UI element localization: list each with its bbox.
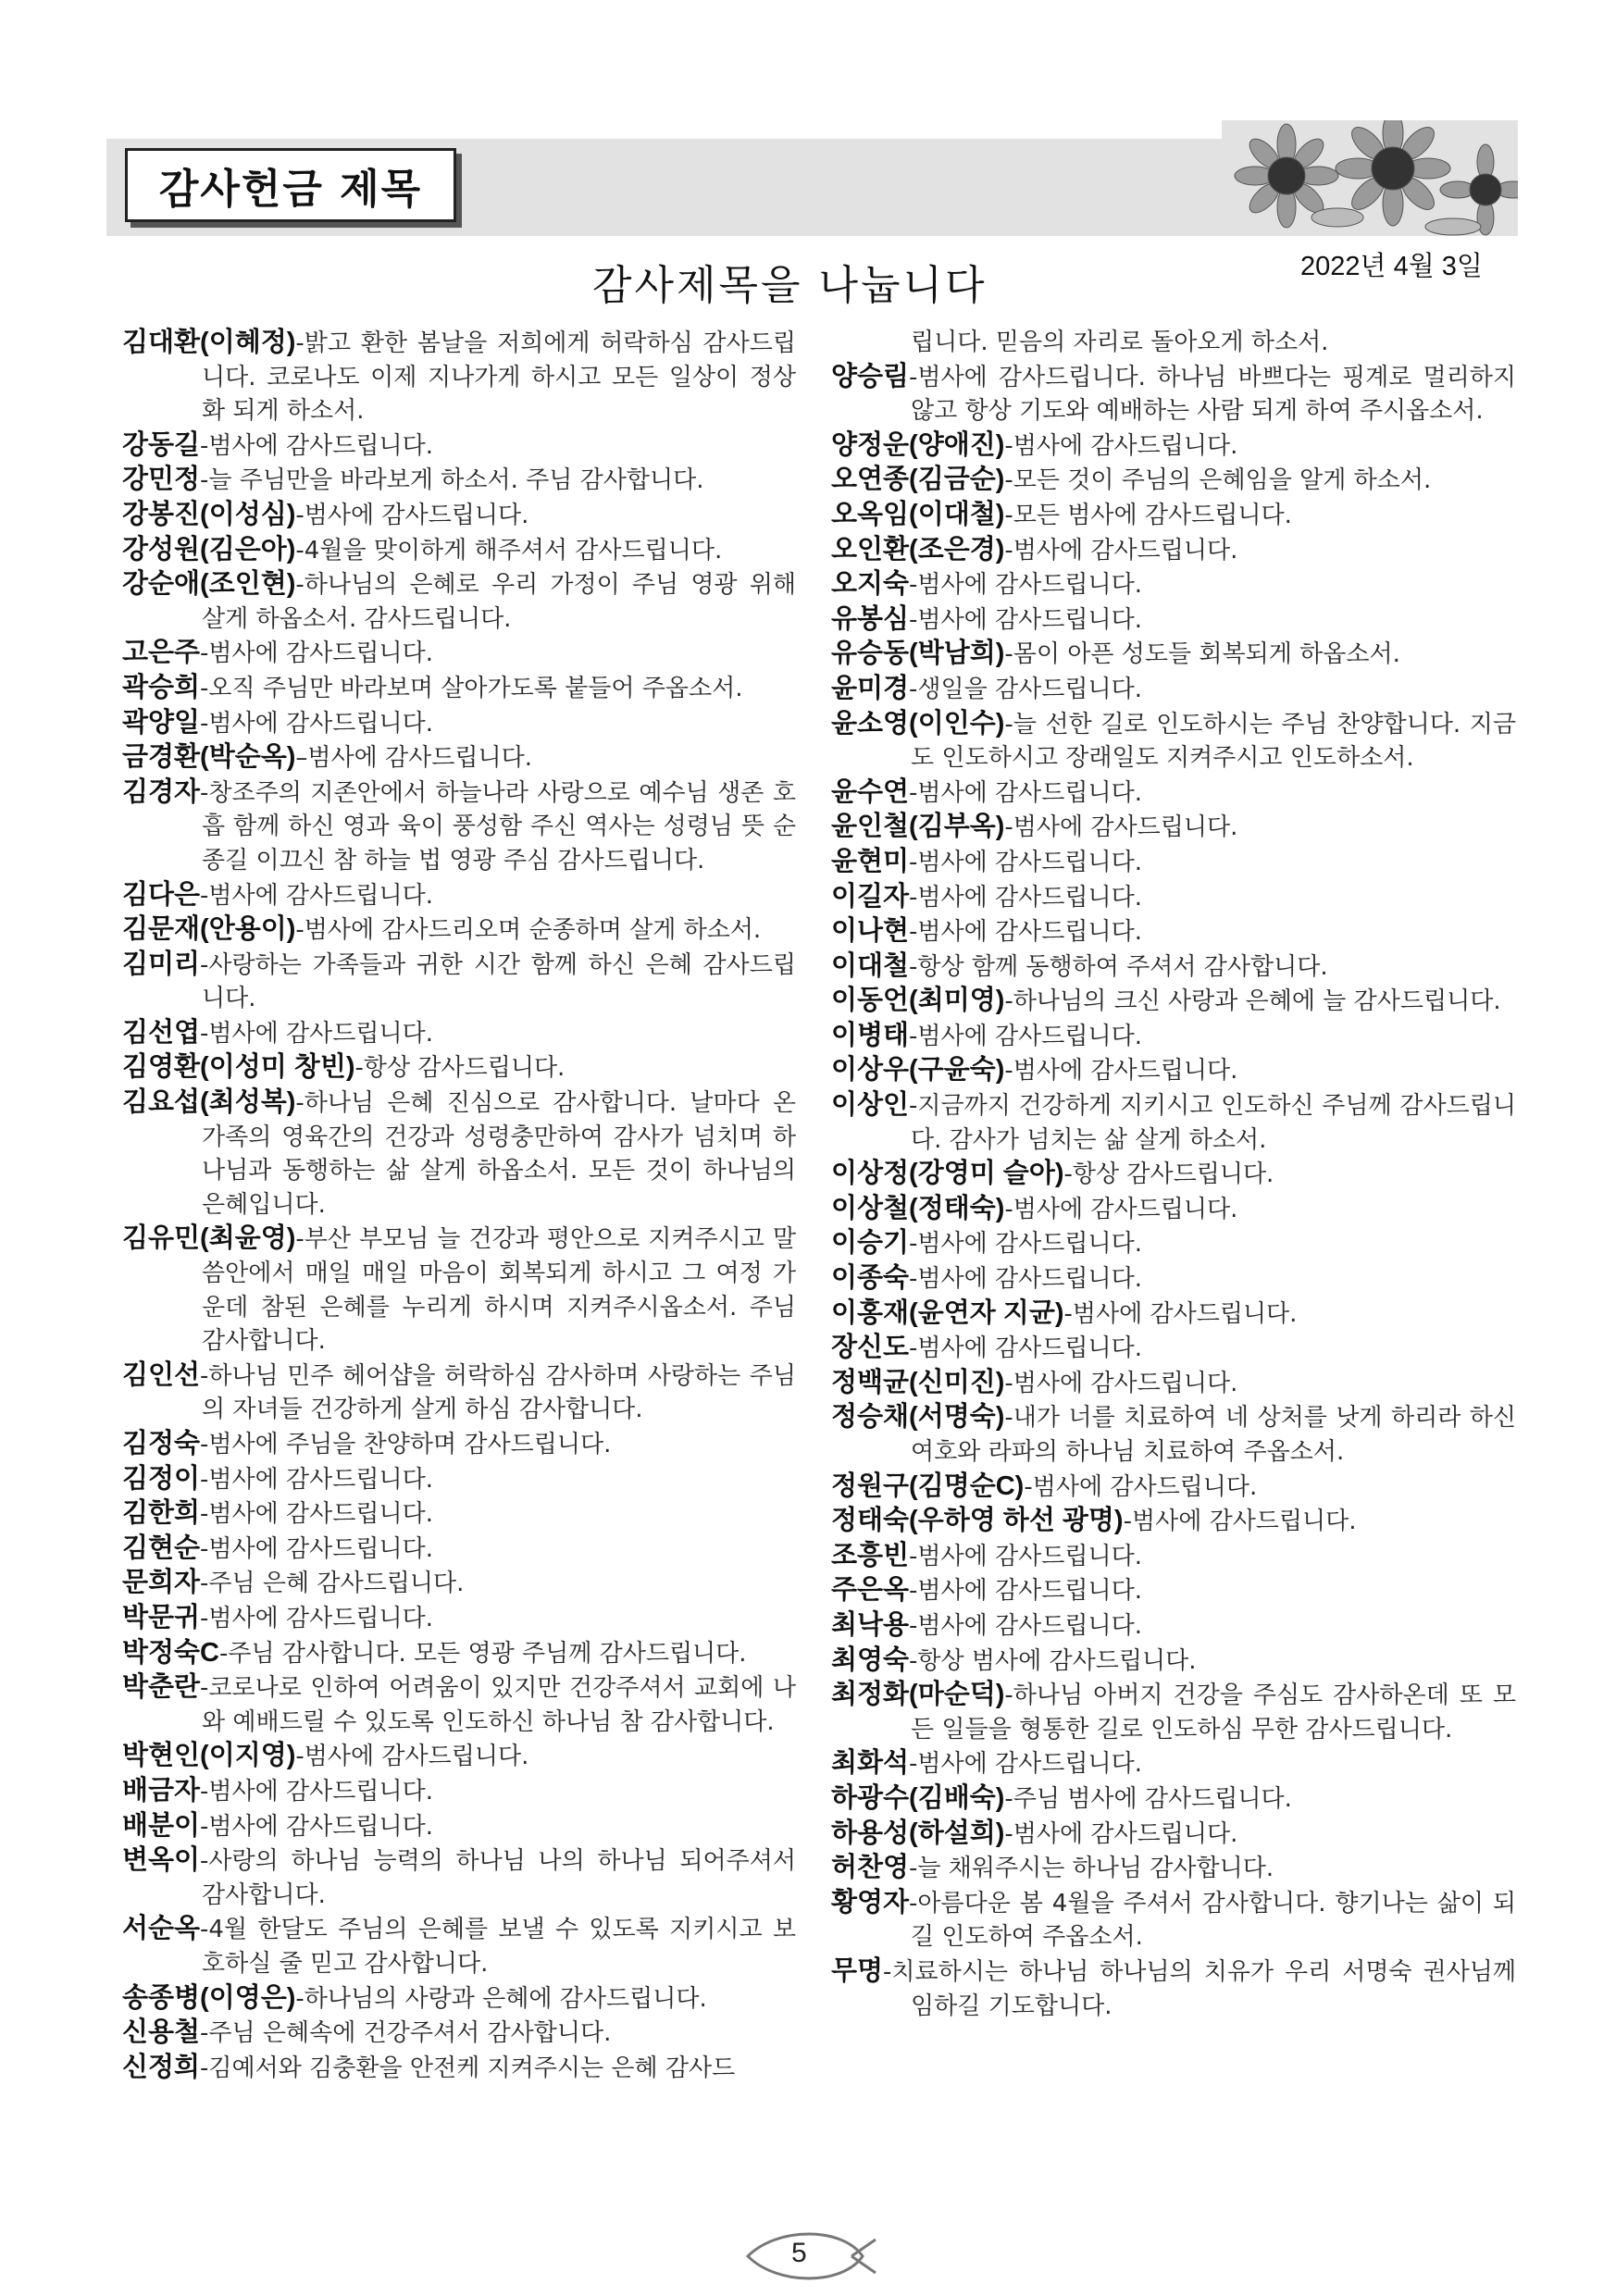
page-number: 5 xyxy=(791,2238,807,2268)
page-title-box xyxy=(125,148,456,222)
prayer-text: -치료하시는 하나님 하나님의 치유가 우리 서명숙 권사님께 임하길 기도합니다. xyxy=(883,1957,1516,2020)
donor-name: 신정희 xyxy=(122,2052,201,2082)
prayer-text: -범사에 감사드립니다. xyxy=(1004,813,1238,842)
prayer-text: -주님 은혜속에 건강주셔서 감사합니다. xyxy=(200,2019,612,2048)
prayer-text: -범사에 감사드립니다. xyxy=(909,571,1143,600)
list-item xyxy=(122,1843,796,1912)
donor-name: 최정화(마순덕) xyxy=(831,1680,1005,1710)
donor-name: 이홍재(윤연자 지균) xyxy=(831,1297,1064,1328)
donor-name: 최화석 xyxy=(831,1748,910,1779)
donor-name: 이동언(최미영) xyxy=(831,986,1005,1016)
list-item xyxy=(831,880,1516,915)
prayer-text: -범사에 감사드립니다. xyxy=(1004,1195,1238,1223)
list-item xyxy=(831,776,1516,811)
donor-name: 무명 xyxy=(831,1955,884,1986)
prayer-text: -범사에 감사드립니다. xyxy=(1004,536,1238,565)
list-item xyxy=(122,706,796,741)
donor-name: 황영자 xyxy=(831,1887,910,1917)
list-item xyxy=(831,1261,1516,1297)
issue-date: 2022년 4월 3일 xyxy=(1300,252,1483,281)
donor-name: 하광수(김배숙) xyxy=(831,1782,1005,1813)
prayer-text: -범사에 감사드립니다. xyxy=(200,1812,434,1841)
prayer-text: -하나님의 사랑과 은혜에 감사드립니다. xyxy=(295,1984,707,2013)
donor-name: 곽승희 xyxy=(122,672,201,702)
donor-name: 김미리 xyxy=(122,949,201,979)
prayer-text: -하나님 은혜 진심으로 감사합니다. 날마다 온 가족의 영육간의 건강과 성령충만하여 감사가 넘치며 하나님과 동행하는 삶 살게 하옵소서. 모든 것이 하나님의 은혜입니다. xyxy=(202,1089,796,1219)
list-item xyxy=(122,1636,796,1671)
prayer-text: -범사에 감사드립니다. xyxy=(200,1500,434,1529)
list-item xyxy=(122,1566,796,1601)
list-item xyxy=(831,1746,1516,1781)
list-item xyxy=(831,1157,1516,1192)
donor-name: 김대환(이혜정) xyxy=(122,328,296,357)
donor-name: 이나현 xyxy=(831,916,910,947)
prayer-text: -모든 범사에 감사드립니다. xyxy=(1004,501,1292,529)
prayer-text: -늘 선한 길로 인도하시는 주님 찬양합니다. 지금도 인도하시고 장래일도 지켜주시고 인도하소서. xyxy=(911,710,1516,773)
donor-name: 이상인 xyxy=(831,1090,910,1121)
donor-name: 이상철(정태숙) xyxy=(831,1193,1005,1223)
prayer-text: -범사에 감사드립니다. xyxy=(909,848,1143,876)
list-item xyxy=(122,326,796,428)
list-item xyxy=(831,1608,1516,1644)
prayer-text: -늘 주님만을 바라보게 하소서. 주님 감사합니다. xyxy=(200,466,704,495)
donor-name: 김정숙 xyxy=(122,1429,201,1458)
donor-name: 이대철 xyxy=(831,950,910,981)
donor-name: 이상정(강영미 슬아) xyxy=(831,1159,1064,1189)
donor-name: 윤소영(이인수) xyxy=(831,708,1005,738)
donor-name: 허찬영 xyxy=(831,1853,910,1883)
prayer-text: -사랑의 하나님 능력의 하나님 나의 하나님 되어주셔서 감사합니다. xyxy=(200,1847,796,1909)
list-item xyxy=(831,1053,1516,1088)
prayer-text: -항상 감사드립니다. xyxy=(354,1054,566,1083)
list-item xyxy=(831,567,1516,602)
prayer-text: -범사에 감사드립니다. xyxy=(200,1604,434,1632)
list-item xyxy=(122,2051,796,2086)
list-item xyxy=(831,1366,1516,1401)
list-item xyxy=(831,672,1516,707)
prayer-text: -모든 것이 주님의 은혜임을 알게 하소서. xyxy=(1004,466,1432,495)
donor-name: 오지숙 xyxy=(831,569,910,600)
list-item xyxy=(122,1462,796,1497)
list-item xyxy=(122,533,796,568)
list-item xyxy=(122,1086,796,1222)
prayer-text: -범사에 감사드립니다. xyxy=(909,1542,1143,1570)
prayer-text: -주님 감사합니다. 모든 영광 주님께 감사드립니다. xyxy=(219,1639,747,1668)
list-item xyxy=(122,1809,796,1844)
donor-name: 정백균(신미진) xyxy=(831,1367,1005,1397)
donor-name: 윤미경 xyxy=(831,673,910,703)
list-item xyxy=(831,637,1516,672)
donor-name: 장신도 xyxy=(831,1333,910,1363)
prayer-text: -범사에 감사드립니다. xyxy=(909,1022,1143,1050)
donor-name: 조흥빈 xyxy=(831,1540,910,1570)
list-item xyxy=(122,1532,796,1567)
prayer-text: -범사에 감사드립니다. xyxy=(200,1777,434,1806)
list-item xyxy=(122,498,796,533)
donor-name: 김문재(안용이) xyxy=(122,914,296,945)
prayer-text: 립니다. 믿음의 자리로 돌아오게 하소서. xyxy=(911,329,1329,356)
prayer-text: -하나님의 은혜로 우리 가정이 주님 영광 위해 살게 하옵소서. 감사드립니다. xyxy=(202,571,796,633)
prayer-text: -늘 채워주시는 하나님 감사합니다. xyxy=(909,1855,1274,1883)
prayer-text: -범사에 감사드립니다. xyxy=(1024,1472,1258,1501)
list-item xyxy=(831,1781,1516,1817)
donor-name: 서순옥 xyxy=(122,1914,201,1944)
prayer-text: -범사에 감사드립니다. xyxy=(909,1230,1143,1259)
list-item xyxy=(122,1222,796,1358)
list-item xyxy=(831,949,1516,985)
list-item xyxy=(831,1088,1516,1157)
prayer-text: -코로나로 인하여 어려움이 있지만 건강주셔서 교회에 나와 예배드릴 수 있도록 인도하신 하나님 참 감사합니다. xyxy=(200,1674,796,1736)
prayer-text: -범사에 감사드립니다. xyxy=(1004,1057,1238,1086)
prayer-text: -범사에 감사드립니다. xyxy=(1063,1299,1298,1328)
prayer-text: -오직 주님만 바라보며 살아가도록 붙들어 주옵소서. xyxy=(200,674,743,702)
prayer-text: -범사에 감사드립니다. xyxy=(909,883,1143,912)
list-item xyxy=(831,1192,1516,1227)
donor-name: 정태숙(우하영 하선 광명) xyxy=(831,1506,1124,1536)
prayer-text: -지금까지 건강하게 지키시고 인도하신 주님께 감사드립니다. 감사가 넘치는 삶 살게 하소서. xyxy=(909,1092,1516,1154)
list-item xyxy=(831,1504,1516,1539)
prayer-text: -범사에 감사드립니다. 하나님 바쁘다는 핑계로 멀리하지 않고 항상 기도와 예배하는 사람 되게 하여 주시옵소서. xyxy=(909,363,1516,426)
prayer-text: -범사에 감사드립니다. xyxy=(200,431,434,460)
list-item xyxy=(831,463,1516,498)
donor-name: 강성원(김은아) xyxy=(122,534,296,565)
prayer-text: -항상 범사에 감사드립니다. xyxy=(909,1646,1197,1675)
donor-name: 김다은 xyxy=(122,879,201,910)
prayer-text: -범사에 감사드립니다. xyxy=(909,605,1143,634)
list-item xyxy=(122,1739,796,1774)
list-item xyxy=(831,1470,1516,1505)
prayer-text: -범사에 감사드립니다. xyxy=(909,1334,1143,1363)
prayer-text: -4월 한달도 주님의 은혜를 보낼 수 있도록 지키시고 보호하실 줄 믿고 감사합니다. xyxy=(200,1916,796,1978)
list-item xyxy=(122,948,796,1016)
list-item xyxy=(122,567,796,636)
list-item xyxy=(122,740,796,776)
donor-name: 김요섭(최성복) xyxy=(122,1087,296,1118)
list-item xyxy=(122,671,796,706)
donor-name: 양승림 xyxy=(831,361,910,391)
list-item xyxy=(122,1912,796,1980)
donor-name: 금경환(박순옥) xyxy=(122,742,296,773)
prayer-text: -내가 너를 치료하여 네 상처를 낫게 하리라 하신 여호와 라파의 하나님 치료하여 주옵소서. xyxy=(911,1404,1516,1466)
donor-name: 이길자 xyxy=(831,881,910,912)
list-item xyxy=(831,984,1516,1019)
prayer-text: -범사에 감사드립니다. xyxy=(200,709,434,738)
donor-name: 강봉진(이성심) xyxy=(122,499,296,529)
list-item xyxy=(831,533,1516,568)
donor-name: 변옥이 xyxy=(122,1845,201,1876)
prayer-text: -범사에 감사드리오며 순종하며 살게 하소서. xyxy=(295,916,762,945)
list-item xyxy=(122,1359,796,1427)
prayer-text: -항상 감사드립니다. xyxy=(1063,1160,1274,1189)
list-item xyxy=(831,1955,1516,2023)
prayer-text: -하나님 민주 헤어샵을 허락하심 감사하며 사랑하는 주님의 자녀들 건강하게 살게 하심 감사합니다. xyxy=(200,1361,796,1424)
prayer-text: -범사에 감사드립니다. xyxy=(1004,431,1238,460)
list-item xyxy=(122,2016,796,2051)
donor-name: 유승동(박남희) xyxy=(831,639,1005,669)
prayer-text: -범사에 감사드립니다. xyxy=(909,778,1143,807)
prayer-text: -하나님 아버지 건강을 주심도 감사하온데 또 모든 일들을 형통한 길로 인도하심 무한 감사드립니다. xyxy=(911,1682,1516,1744)
section-subtitle: 감사제목을 나눕니다 xyxy=(592,262,988,309)
list-item xyxy=(831,602,1516,638)
donor-name: 박현인(이지영) xyxy=(122,1741,296,1771)
prayer-text: -김예서와 김충환을 안전케 지켜주시는 은혜 감사드 xyxy=(200,2054,736,2082)
list-item xyxy=(831,1226,1516,1261)
right-column xyxy=(831,326,1516,2023)
donor-name: 하용성(하설희) xyxy=(831,1818,1005,1848)
list-item xyxy=(831,1019,1516,1054)
prayer-text: -범사에 감사드립니다. xyxy=(1004,1369,1238,1397)
list-item xyxy=(831,1400,1516,1469)
list-item xyxy=(831,428,1516,464)
fish-icon xyxy=(740,2230,879,2282)
donor-name: 강순애(조인현) xyxy=(122,569,296,600)
prayer-text: -범사에 감사드립니다. xyxy=(200,881,434,910)
donor-name: 오옥임(이대철) xyxy=(831,499,1005,529)
list-item xyxy=(122,1427,796,1462)
page-title: 감사헌금 제목 xyxy=(158,166,423,213)
donor-name: 오연종(김금순) xyxy=(831,465,1005,495)
prayer-text: -생일을 감사드립니다. xyxy=(909,675,1143,703)
list-item xyxy=(122,1774,796,1809)
donor-name: 박문귀 xyxy=(122,1602,201,1632)
list-item xyxy=(831,1331,1516,1366)
donor-name: 김영환(이성미 창빈) xyxy=(122,1052,355,1083)
list-item xyxy=(122,776,796,878)
prayer-text: -범사에 감사드립니다. xyxy=(200,1019,434,1048)
donor-name: 이승기 xyxy=(831,1228,910,1259)
donor-name: 정승채(서명숙) xyxy=(831,1402,1005,1433)
donor-name: 이종숙 xyxy=(831,1263,910,1294)
prayer-text: -범사에 감사드립니다. xyxy=(200,639,434,668)
donor-name: 윤인철(김부옥) xyxy=(831,812,1005,842)
list-item xyxy=(122,912,796,948)
list-item xyxy=(831,1678,1516,1746)
prayer-text: -범사에 감사드립니다. xyxy=(295,501,529,529)
donor-name: 이병태 xyxy=(831,1020,910,1050)
list-item xyxy=(831,1573,1516,1608)
donor-name: 강동길 xyxy=(122,429,201,460)
prayer-text: -주님 범사에 감사드립니다. xyxy=(1004,1784,1292,1813)
prayer-text: -하나님의 크신 사랑과 은혜에 늘 감사드립니다. xyxy=(1004,987,1501,1016)
donor-name: 주은옥 xyxy=(831,1575,910,1606)
list-item xyxy=(831,1886,1516,1955)
donor-name: 문희자 xyxy=(122,1568,201,1598)
list-item xyxy=(122,1670,796,1739)
prayer-text: -범사에 감사드립니다. xyxy=(909,1577,1143,1606)
prayer-text: -범사에 감사드립니다. xyxy=(909,918,1143,947)
prayer-text: -범사에 감사드립니다. xyxy=(909,1611,1143,1640)
prayer-text: -부산 부모님 늘 건강과 평안으로 지켜주시고 말씀안에서 매일 매일 마음이 회복되게 하시고 그 여정 가운데 참된 은혜를 누리게 하시며 지켜주시옵소서. 주님 감사합니다. xyxy=(202,1225,796,1356)
donor-name: 유봉심 xyxy=(831,603,910,634)
list-item xyxy=(831,1539,1516,1574)
prayer-text: -항상 함께 동행하여 주셔서 감사합니다. xyxy=(909,952,1328,981)
donor-name: 배분이 xyxy=(122,1810,201,1841)
list-item xyxy=(122,1050,796,1086)
prayer-text: -4월을 맞이하게 해주셔서 감사드립니다. xyxy=(295,536,723,565)
donor-name: 김인선 xyxy=(122,1359,201,1390)
donor-name: 강민정 xyxy=(122,465,201,495)
donor-name: 정원구(김명순C) xyxy=(831,1471,1025,1501)
list-item xyxy=(122,428,796,464)
donor-name: 고은주 xyxy=(122,638,201,668)
list-item xyxy=(831,1851,1516,1886)
list-item-continued xyxy=(831,326,1516,360)
list-item xyxy=(122,1601,796,1636)
list-item xyxy=(831,707,1516,776)
donor-name: 김한희 xyxy=(122,1498,201,1529)
left-column xyxy=(122,326,796,2085)
donor-name: 신용철 xyxy=(122,2017,201,2048)
prayer-text: -몸이 아픈 성도들 회복되게 하옵소서. xyxy=(1004,640,1400,669)
list-item xyxy=(831,498,1516,533)
donor-name: 김선엽 xyxy=(122,1017,201,1048)
donor-name: 이상우(구윤숙) xyxy=(831,1055,1005,1086)
donor-name: 김현순 xyxy=(122,1533,201,1563)
prayer-text: -범사에 감사드립니다. xyxy=(200,1534,434,1563)
donor-name: 최낙용 xyxy=(831,1609,910,1640)
prayer-text: -밝고 환한 봄날을 저희에게 허락하심 감사드립니다. 코로나도 이제 지나가게 하시고 모든 일상이 정상화 되게 하소서. xyxy=(202,329,796,426)
prayer-text: -범사에 감사드립니다. xyxy=(909,1265,1143,1294)
list-item xyxy=(122,1496,796,1532)
donor-name: 곽양일 xyxy=(122,707,201,738)
donor-name: 김정이 xyxy=(122,1463,201,1494)
donor-name: 양정운(양애진) xyxy=(831,429,1005,460)
donor-name: 박정숙C xyxy=(122,1637,219,1668)
list-item xyxy=(831,1817,1516,1852)
list-item xyxy=(831,810,1516,845)
donor-name: 박춘란 xyxy=(122,1672,201,1703)
prayer-text: -범사에 주님을 찬양하며 감사드립니다. xyxy=(200,1431,612,1458)
donor-name: 송종병(이영은) xyxy=(122,1982,296,2013)
prayer-text: –범사에 감사드립니다. xyxy=(295,744,532,773)
list-item xyxy=(122,636,796,671)
list-item xyxy=(122,463,796,498)
donor-name: 김유민(최윤영) xyxy=(122,1223,296,1254)
list-item xyxy=(122,878,796,913)
list-item xyxy=(831,845,1516,880)
list-item xyxy=(831,1644,1516,1679)
list-item xyxy=(831,1297,1516,1332)
donor-name: 윤수연 xyxy=(831,776,910,807)
donor-name: 김경자 xyxy=(122,776,201,807)
list-item xyxy=(831,360,1516,428)
prayer-text: -범사에 감사드립니다. xyxy=(1123,1508,1357,1536)
donor-name: 최영숙 xyxy=(831,1644,910,1675)
prayer-text: -범사에 감사드립니다. xyxy=(1004,1819,1238,1848)
prayer-text: -주님 은혜 감사드립니다. xyxy=(200,1570,465,1598)
prayer-text: -범사에 감사드립니다. xyxy=(909,1750,1143,1779)
donor-name: 오인환(조은경) xyxy=(831,534,1005,565)
donor-name: 윤현미 xyxy=(831,846,910,876)
donor-name: 배금자 xyxy=(122,1775,201,1806)
prayer-text: -창조주의 지존안에서 하늘나라 사랑으로 예수님 생존 호흡 함께 하신 영과 육이 풍성함 주신 역사는 성령님 뜻 순종길 이끄신 참 하늘 법 영광 주심 감사드립니다. xyxy=(200,778,796,875)
sunflower-illustration xyxy=(1222,120,1518,236)
list-item xyxy=(122,1981,796,2017)
prayer-text: -사랑하는 가족들과 귀한 시간 함께 하신 은혜 감사드립니다. xyxy=(200,950,796,1013)
prayer-text: -범사에 감사드립니다. xyxy=(200,1465,434,1494)
prayer-text: -아름다운 봄 4월을 주셔서 감사합니다. 향기나는 삶이 되길 인도하여 주옵소서. xyxy=(909,1889,1516,1952)
prayer-text: -범사에 감사드립니다. xyxy=(295,1743,529,1771)
list-item xyxy=(122,1016,796,1051)
list-item xyxy=(831,914,1516,949)
